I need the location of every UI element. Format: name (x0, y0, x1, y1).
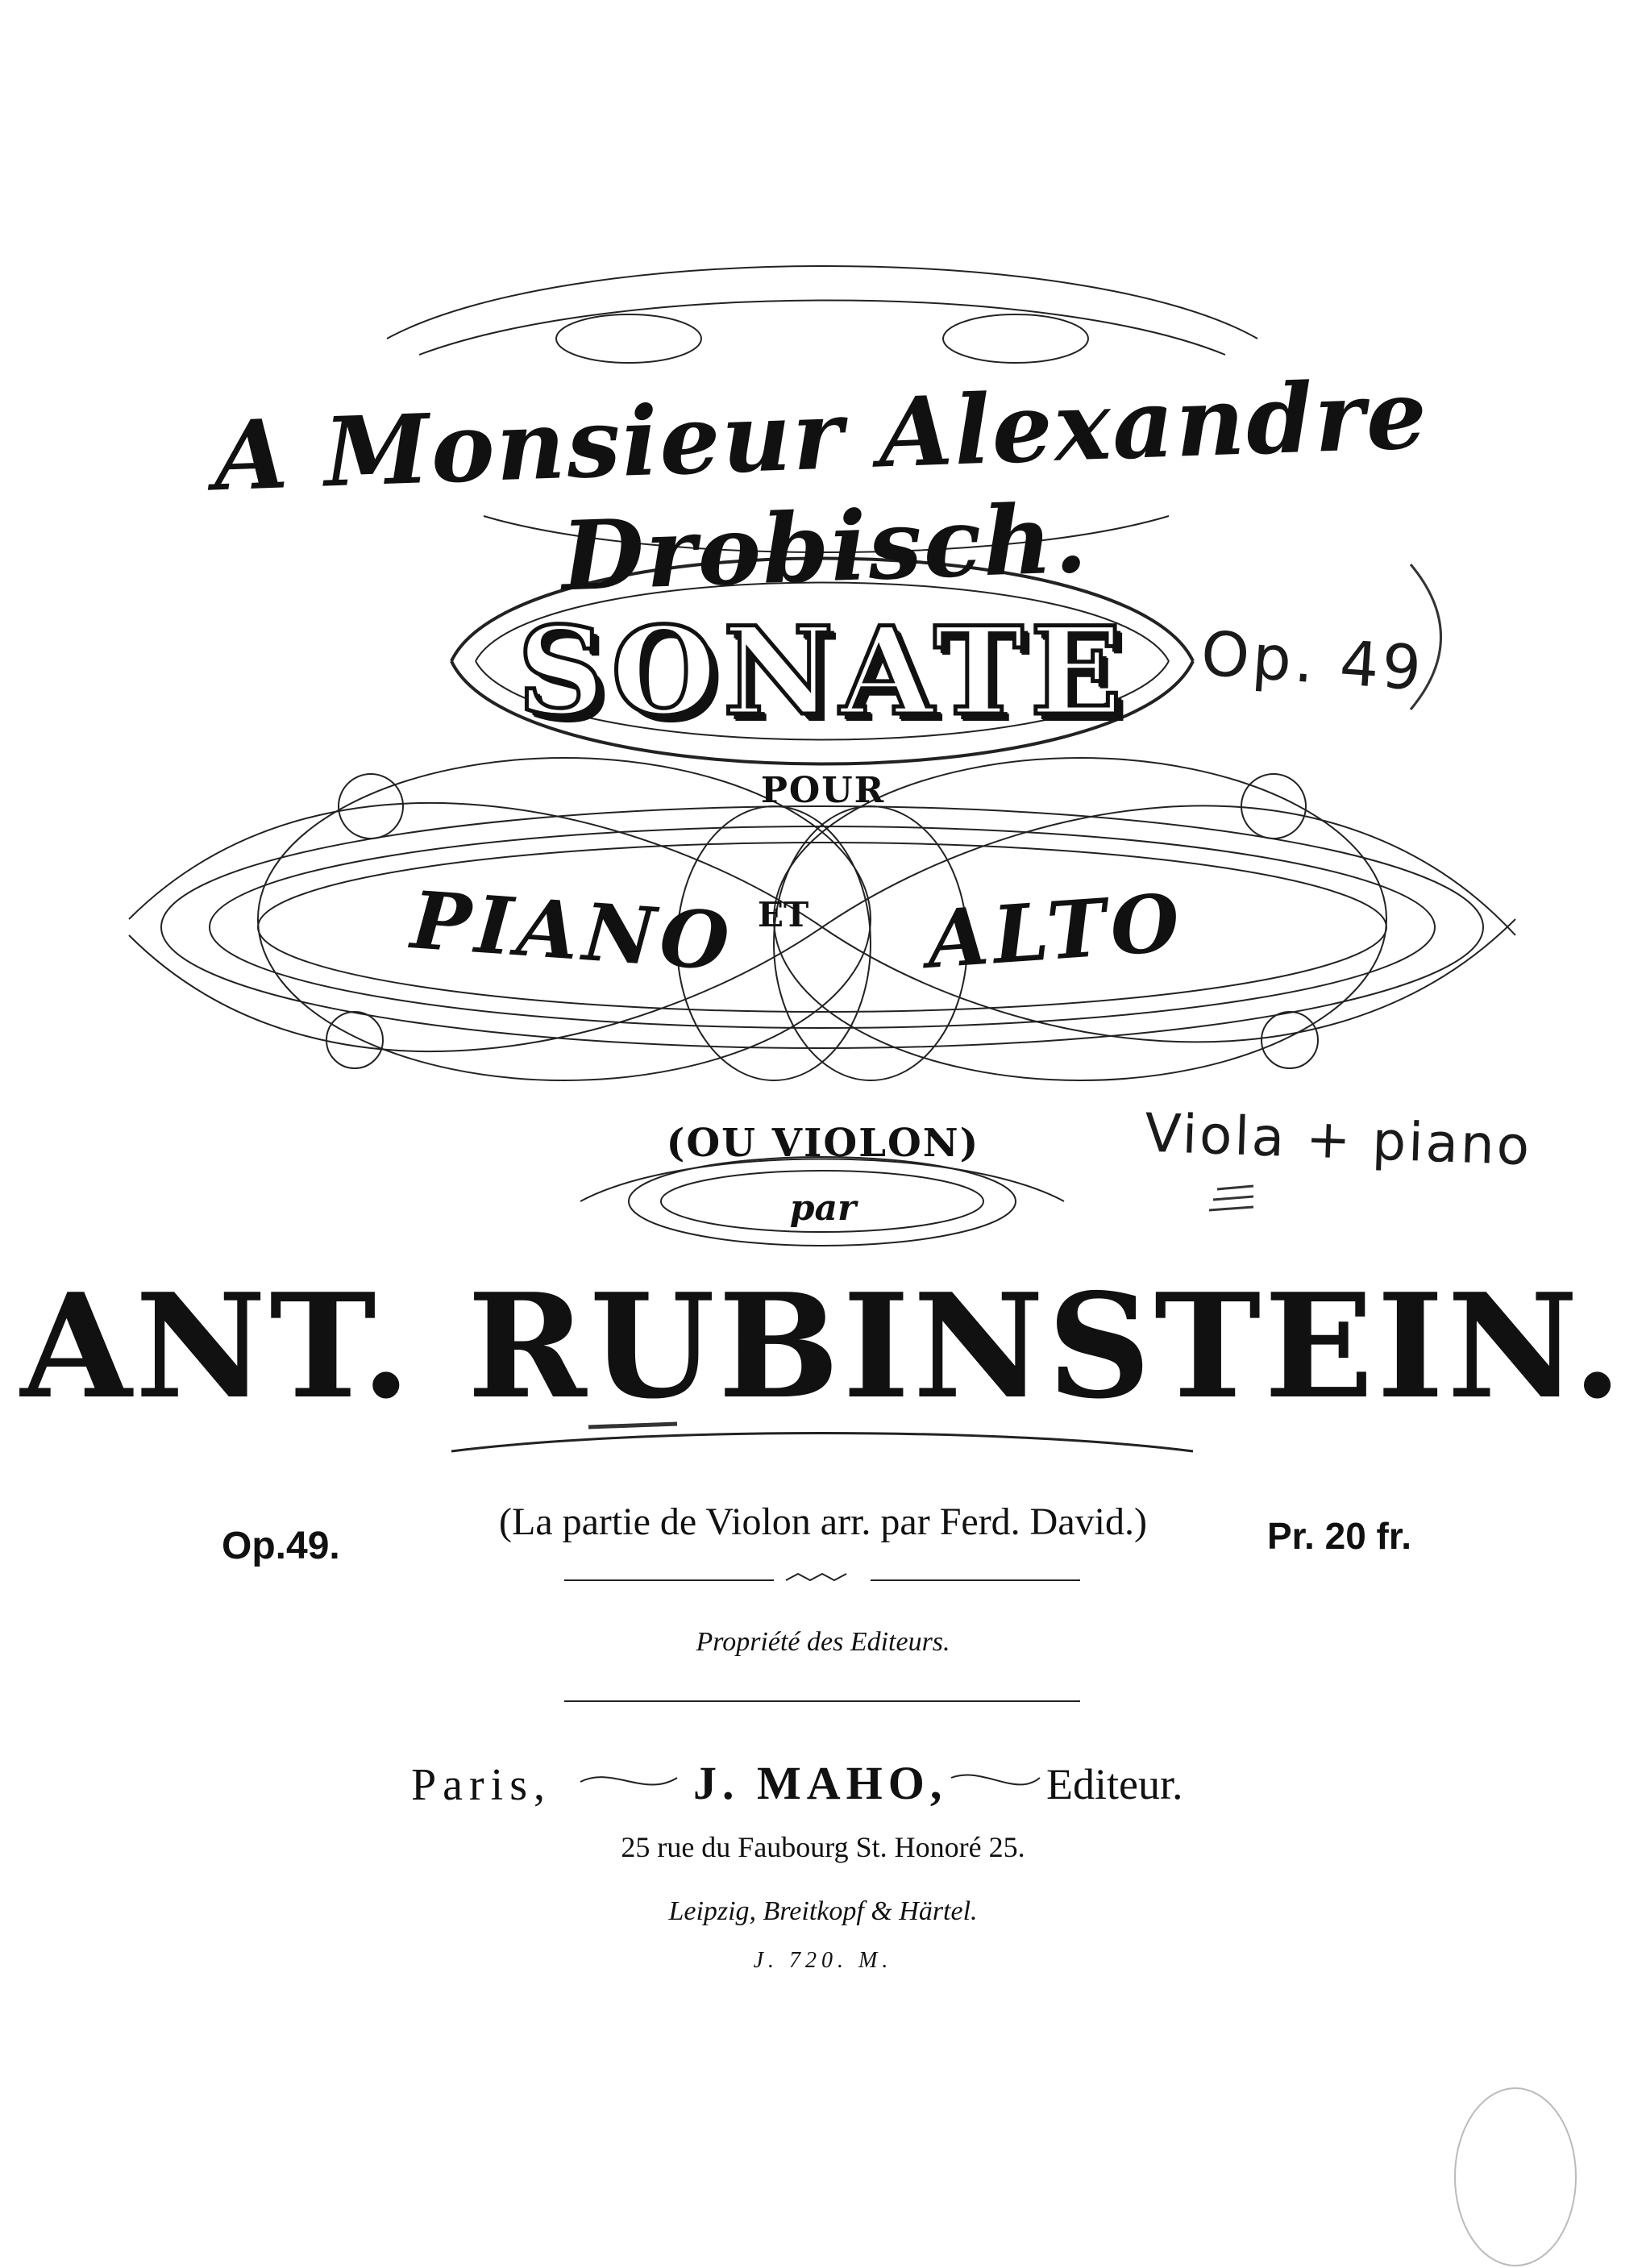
publisher-city: Paris, (411, 1760, 551, 1810)
handwritten-opus-annotation: Op. 49 (1199, 617, 1427, 705)
co-publisher: Leipzig, Breitkopf & Härtel. (668, 1896, 978, 1926)
conjunction-et: ET (758, 895, 809, 934)
rights-notice: Propriété des Editeurs. (696, 1627, 950, 1657)
instrument-alto: ALTO (924, 876, 1187, 987)
price: Pr. 20 fr. (1267, 1515, 1412, 1557)
instrument-piano: PIANO (408, 874, 738, 989)
publisher-address: 25 rue du Faubourg St. Honoré 25. (621, 1831, 1025, 1863)
opus-number: Op.49. (222, 1525, 340, 1567)
work-title: SONATE (517, 601, 1129, 743)
plate-number: J. 720. M. (753, 1948, 893, 1973)
alternative-instrument: (OU VIOLON) (666, 1121, 980, 1166)
publisher-role: Editeur. (1046, 1760, 1183, 1808)
handwritten-instrumentation-annotation: Viola + piano (1143, 1101, 1533, 1178)
dedication: A Monsieur Alexandre Drobisch. (212, 357, 1431, 613)
composer-name: ANT. RUBINSTEIN. (20, 1262, 1626, 1430)
by-label: par (789, 1188, 857, 1229)
pour-label: POUR (760, 770, 886, 811)
publisher-name: J. MAHO, (693, 1757, 948, 1809)
arrangement-note: (La partie de Violon arr. par Ferd. David.) (499, 1500, 1147, 1543)
